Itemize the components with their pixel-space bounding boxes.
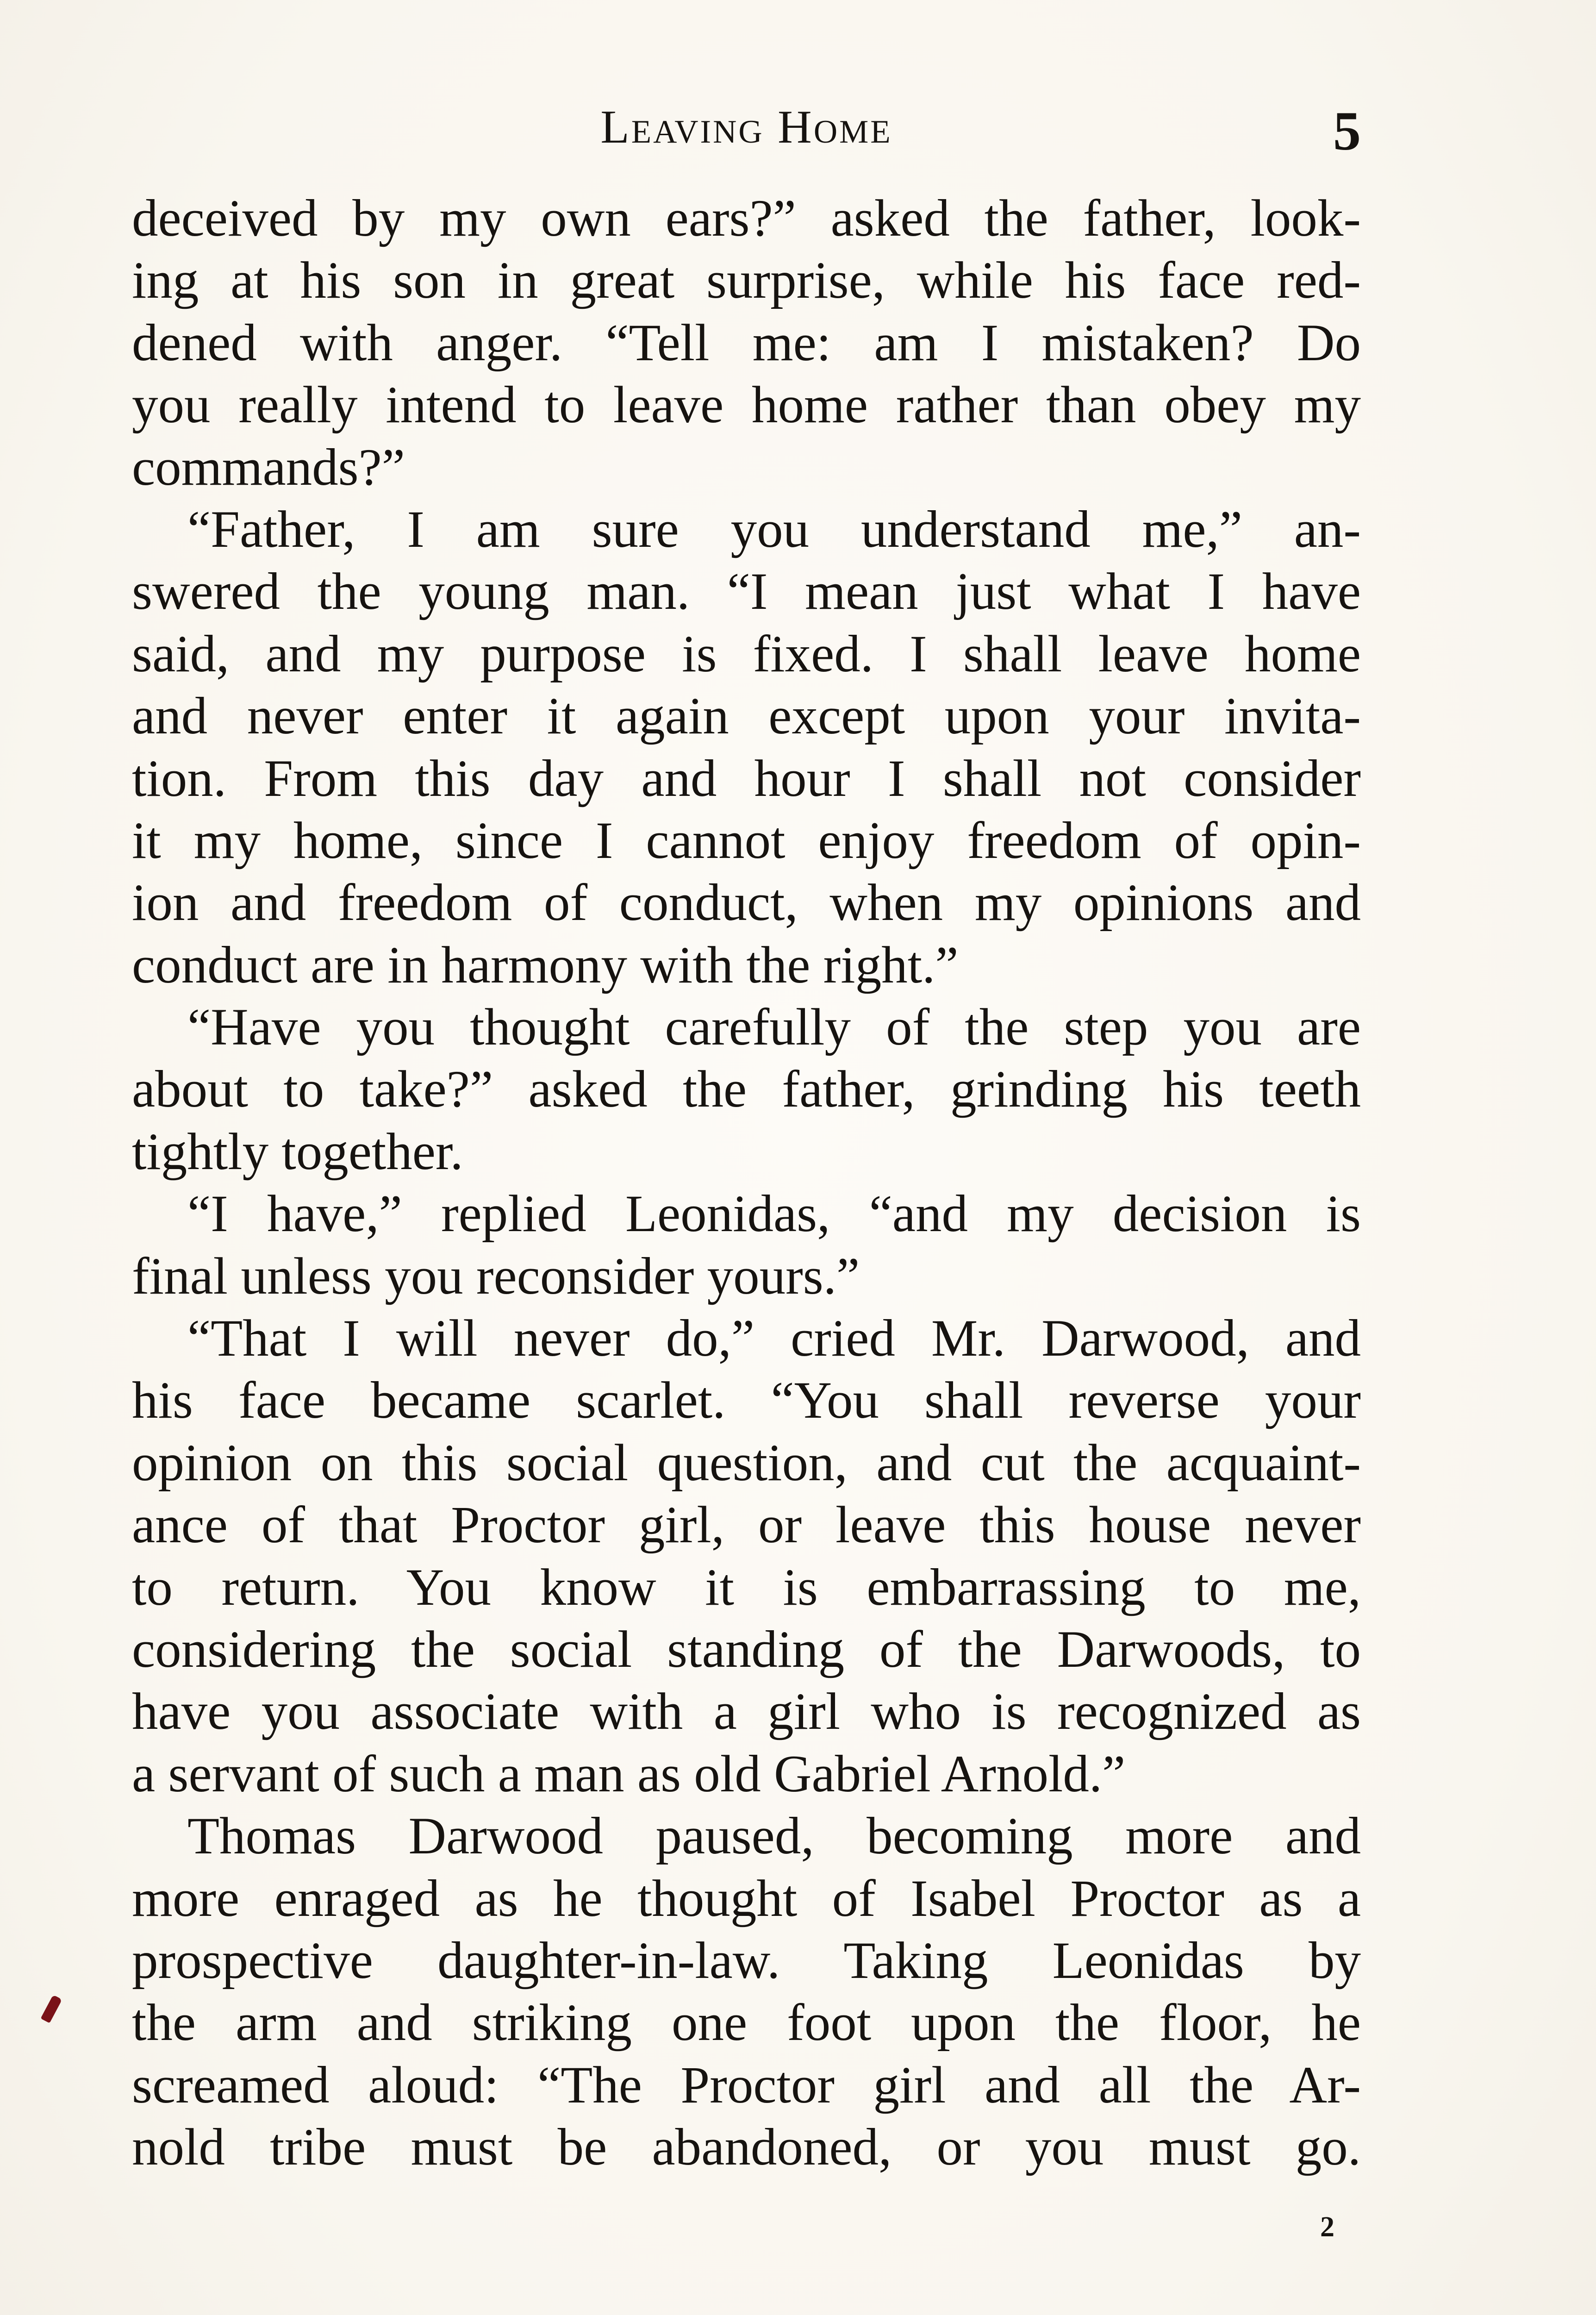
text-line: prospective daughter-in-law. Taking Leonidas by: [132, 1931, 1361, 1990]
text-line: nold tribe must be abandoned, or you must go.: [132, 2118, 1361, 2177]
text-line: tion. From this day and hour I shall not consider: [132, 749, 1361, 807]
text-line: ion and freedom of conduct, when my opinions and: [132, 874, 1361, 932]
page-number: 5: [1333, 100, 1361, 162]
text-line: “Have you thought carefully of the step you are: [187, 998, 1361, 1057]
text-line: “That I will never do,” cried Mr. Darwood, and: [187, 1309, 1361, 1368]
ink-mark: [41, 1995, 62, 2023]
text-line: have you associate with a girl who is recognized as: [132, 1683, 1361, 1741]
text-line: Thomas Darwood paused, becoming more and: [187, 1807, 1361, 1865]
text-line: a servant of such a man as old Gabriel Arnold.”: [132, 1745, 1126, 1803]
text-line: you really intend to leave home rather than obey my: [132, 376, 1361, 434]
text-line: ing at his son in great surprise, while his face red-: [132, 251, 1361, 310]
text-line: ance of that Proctor girl, or leave this house never: [132, 1496, 1361, 1554]
text-line: screamed aloud: “The Proctor girl and all the Ar-: [132, 2056, 1361, 2114]
text-line: to return. You know it is embarrassing to me,: [132, 1558, 1361, 1616]
text-line: “Father, I am sure you understand me,” an-: [187, 500, 1361, 558]
text-line: deceived by my own ears?” asked the father, look-: [132, 189, 1361, 247]
text-line: commands?”: [132, 438, 405, 496]
signature-mark: 2: [1320, 2211, 1334, 2243]
text-line: the arm and striking one foot upon the floor, he: [132, 1994, 1361, 2052]
page-header: [132, 93, 1361, 162]
text-line: more enraged as he thought of Isabel Proctor as a: [132, 1869, 1361, 1927]
text-line: it my home, since I cannot enjoy freedom of opin-: [132, 811, 1361, 870]
text-line: his face became scarlet. “You shall reverse your: [132, 1371, 1361, 1430]
text-line: final unless you reconsider yours.”: [132, 1247, 860, 1305]
text-line: opinion on this social question, and cut the acquaint-: [132, 1433, 1361, 1492]
text-line: dened with anger. “Tell me: am I mistaken? Do: [132, 313, 1361, 372]
running-head: Leaving Home: [600, 101, 892, 153]
text-line: conduct are in harmony with the right.”: [132, 936, 959, 994]
text-line: about to take?” asked the father, grinding his teeth: [132, 1060, 1361, 1119]
text-line: said, and my purpose is fixed. I shall leave home: [132, 625, 1361, 683]
body-text: [132, 188, 1361, 2179]
text-line: considering the social standing of the Darwoods, to: [132, 1620, 1361, 1678]
text-line: tightly together.: [132, 1122, 463, 1181]
text-line: and never enter it again except upon your invita-: [132, 687, 1361, 745]
text-line: swered the young man. “I mean just what I have: [132, 563, 1361, 621]
text-line: “I have,” replied Leonidas, “and my decision is: [187, 1185, 1361, 1243]
